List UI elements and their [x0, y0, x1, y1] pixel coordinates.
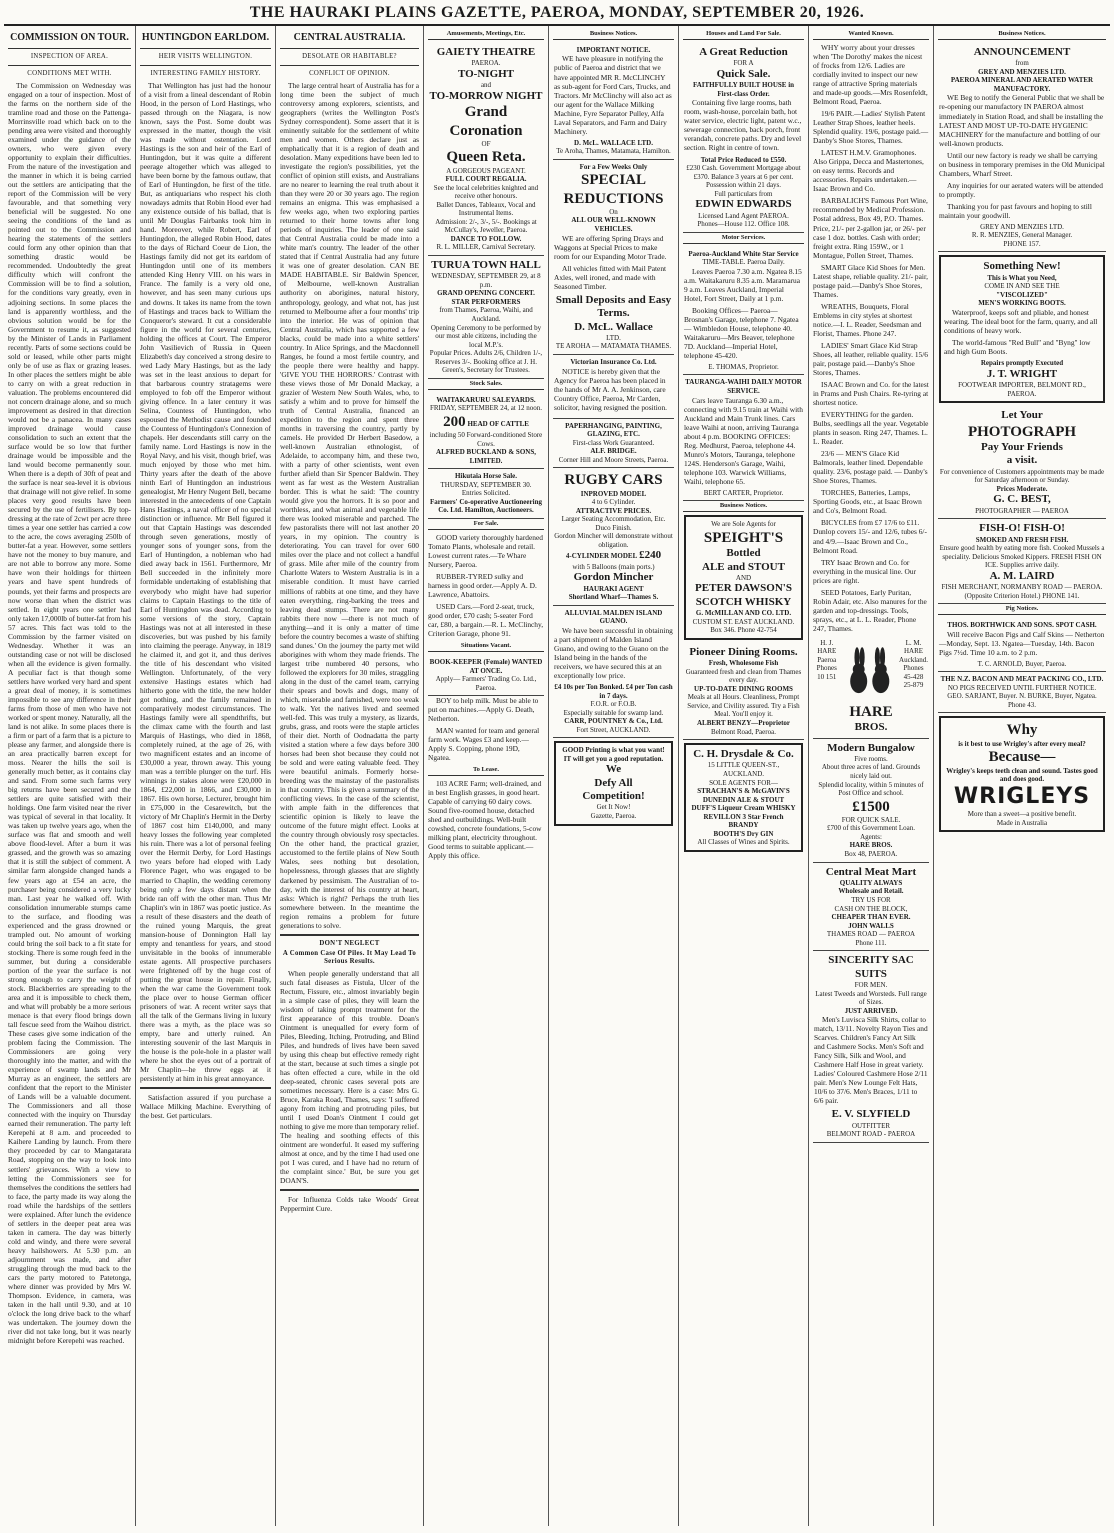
- ad-wreaths: WREATHS, Bouquets, Floral Emblems in city styles at shortest notice.—I. L. Reader, Seedsman and Florist, Thames. Phone 247.: [813, 301, 922, 338]
- dont-neglect-body: When people generally understand that all such fatal diseases as Fistula, Ulcer of the Rectum, Fissure, etc., almost invariably begin in a simple case of piles, they will learn the wisdom of taking prompt treatment for the first appearance of this trouble. Doan's Ointment is unequalled for every form of Piles, Bleeding, Itching, Protruding, and Blind Piles, and hundreds of lives have been saved by using this cheap but effective remedy right at the start, because at such times a single pot has often effected a cure, while in the old deep-seated, chronic cases several pots are sometimes necessary. Here is a case: Mrs G. Bruce, Karaka Road, Thames, says: 'I suffered agony from itching and protruding piles, but until I used Doan's Ointment I could get nothing to give me more than temporary relief. The healing and soothing effects of this ointment are wonderful. It eased my suffering almost at once, and by the time I had used one pot I was cured, and I have had no return of the complaint since.' But, be sure you get DOAN'S.: [280, 968, 419, 1186]
- ad-tomato: GOOD variety thoroughly hardened Tomato Plants, wholesale and retail. Lowest current rates.—Te Whare Nursery, Paeroa.: [428, 532, 543, 569]
- ad-victorian: Victorian Insurance Co. Ltd. NOTICE is hereby given that the Agency for Paeroa has been placed in the hands of Mr A. A. Jenkinson, care Country Office, Paeroa, Mr Carden, solicitor, having resigned the position.: [553, 355, 674, 419]
- ad-man: MAN wanted for team and general farm work. Wages £3 and keep.—Apply S. Copping, phone 19D, Ngatea.: [428, 726, 540, 763]
- ad-tauranga: TAURANGA-WAIHI DAILY MOTOR SERVICE. Cars leave Tauranga 6.30 a.m., connecting with 9.15 train at Waihi with Auckland and Main Trunk lines. Cars leave Waihi at noon, arriving Tauranga about 4 p.m. BOOKING OFFICES: Reg. Medhurst, Paeroa, telephone 44. Munro's Motors, Tauranga, telephone 124S. Henderson's Garage, Waihi, telephone 103. Warwick Williams, Waihi, telephone 65. BERT CARTER, Proprietor.: [683, 375, 804, 501]
- ad-waitakaruru: WAITAKARURU SALEYARDS. FRIDAY, SEPTEMBER 24, at 12 noon. 200 HEAD OF CATTLE including 50 Forward-conditioned Store Cows. ALFRED BUCKLAND & SONS, LIMITED.: [428, 393, 544, 469]
- ad-drysdale: C. H. Drysdale & Co. 15 LITTLE QUEEN-ST., AUCKLAND. SOLE AGENTS FOR— STRACHAN'S & McGAVIN'S DUNEDIN ALE & STOUT DUFF'S Liqueur Cream WHISKY REVILLON 3 Star French BRANDY BOOTH'S Dry GIN All Classes of Wines and Spirits.: [684, 743, 803, 852]
- subhead-family: INTERESTING FAMILY HISTORY.: [150, 70, 261, 78]
- column-business: [549, 26, 679, 1526]
- ad-turua: TURUA TOWN HALL WEDNESDAY, SEPTEMBER 29, at 8 p.m. GRAND OPENING CONCERT. STAR PERFORMERS from Thames, Paeroa, Waihi, and Auckland. Opening Ceremony to be performed by our most able citizens, including the local M.P.'s. Popular Prices. Adults 2/6, Children 1/-, Reserves 3/-. Booking office at J. H. Green's, Secretary for Trustees.: [428, 256, 544, 379]
- column-wanted: [809, 26, 934, 1526]
- ad-bungalow: Modern Bungalow Five rooms. About three acres of land. Grounds nicely laid out. Splendid locality, within 5 minutes of Post Office and school. £1500 FOR QUICK SALE. £700 of this Government Loan. Agents: HARE BROS. Box 48, PAEROA.: [813, 739, 929, 863]
- ad-ladies-shoes: LADIES' Smart Glace Kid Strap Shoes, all leather, reliable quality. 15/6 pair, postage paid.—Danby's Shoe Stores, Thames.: [813, 340, 928, 377]
- ad-hare-bros: H. J. HARE Paeroa Phones 10 151 L. M. HARE Auckland. Phones 45-428 25-879 HARE BROS.: [813, 636, 929, 739]
- section-business2: Business Notices.: [683, 501, 804, 512]
- headline-australia: CENTRAL AUSTRALIA.: [293, 32, 406, 43]
- section-situations: Situations Vacant.: [428, 641, 544, 652]
- subhead-heir: HEIR VISITS WELLINGTON.: [158, 53, 253, 61]
- ad-reduction: A Great Reduction FOR A Quick Sale. FAITHFULLY BUILT HOUSE in First-class Order. Containing five large rooms, bath room, wash-house, porcelain bath, hot water service, electric light, patent w.c., sewerage connection, back porch, front verandah, concrete paths. Dry and level section. Right in centre of town. Total Price Reduced to £550. £230 Cash. Government Mortgage about £370. Balance 3 years at 6 per cent. Possession within 21 days. Full particulars from EDWIN EDWARDS Licensed Land Agent PAEROA. Phones—House 112. Office 108.: [683, 43, 804, 233]
- ad-photograph: Let Your PHOTOGRAPH Pay Your Friends a visit. For convenience of Customers appointments may be made for Saturday afternoon or Sunday. Prices Moderate. G. C. BEST, PHOTOGRAPHER — PAEROA: [938, 406, 1106, 519]
- ad-borthwick: THOS. BORTHWICK AND SONS. SPOT CASH. Will receive Bacon Pigs and Calf Skins — Netherton—Monday, Sept. 13. Ngatea—Tuesday, 14th. Bacon Pigs 7½d. Time 10 a.m. to 2 p.m. T. C. ARNOLD, Buyer, Paeroa.: [938, 618, 1106, 672]
- ad-boy: BOY to help milk. Must be able to put on machines.—Apply G. Death, Netherton.: [428, 696, 539, 724]
- ad-wrigleys: Why is it best to use Wrigley's after every meal? Because— Wrigley's keeps teeth clean and sound. Tastes good and does good. WRIGLEYS More than a sweet—a positive benefit. Made in Australia: [939, 716, 1105, 832]
- ad-musical: TRY Isaac Brown and Co. for everything in the musical line. Our prices are right.: [813, 557, 917, 585]
- ad-paperhanging: PAPERHANGING, PAINTING, GLAZING, ETC. First-class Work Guaranteed. ALF. BRIDGE. Corner Hill and Moore Streets, Paeroa.: [553, 419, 674, 469]
- section-tolease: To Lease.: [428, 765, 544, 776]
- ad-pioneer: Pioneer Dining Rooms. Fresh, Wholesome Fish Guaranteed fresh and clean from Thames every day. UP-TO-DATE DINING ROOMS Meals at all Hours. Cleanliness, Prompt Service, and Civility assured. Try a Fish Meal. You'll enjoy it. ALBERT BENZY—Proprietor Belmont Road, Paeroa.: [683, 643, 804, 740]
- ad-prams: ISAAC Brown and Co. for the latest in Prams and Push Chairs. Re-tyring at shortest notice.: [813, 380, 929, 408]
- subhead-conflict: CONFLICT OF OPINION.: [309, 70, 390, 78]
- ad-danby-196: 19/6 PAIR.—Ladies' Stylish Patent Leather Strap Shoes, leather heels. Splendid quality. 19/6, postage paid.—Danby's Shoe Stores, Thames.: [813, 109, 929, 146]
- ad-sulky: RUBBER-TYRED sulky and harness in good order.—Apply A. D. Lawrence, Abattoirs.: [428, 571, 537, 599]
- ad-lease: 103 ACRE Farm; well-drained, and in best English grasses, in good heart. Capable of carrying 60 dairy cows. Sound five-roomed house, detached shed and outbuildings. Well-built cowshed, concrete foundations, 5-cow milking plant, electricity throughout. Good terms to suitable applicant.—Apply this office.: [428, 779, 542, 861]
- ad-fish: FISH-O! FISH-O! SMOKED AND FRESH FISH. Ensure good health by eating more fish. Cooked Mussels a speciality. Delicious Smoked Kippers. FRESH FISH ON ICE. Supplies arrive daily. A. M. LAIRD FISH MERCHANT, NORMANBY ROAD — PAEROA. (Opposite Criterion Hotel.) PHONE 141.: [938, 519, 1106, 604]
- subhead-conditions: CONDITIONS MET WITH.: [27, 70, 112, 78]
- ad-hikutaia: Hikutaia Horse Sale. THURSDAY, SEPTEMBER 30. Entries Solicited. Farmers' Co-operative Auctioneering Co. Ltd. Hamilton, Auctioneers.: [428, 469, 544, 519]
- ad-something-new: Something New! This is What you Need, COME IN AND SEE THE "VISCOLIZED" MEN'S WORKING BOOTS. Waterproof, keeps soft and pliable, and honest wearing. The ideal boot for the farm, quarry, and all conditions of heavy work. The world-famous "Red Bull" and "Byng" low and high Gum Boots. Repairs promptly Executed J. T. WRIGHT FOOTWEAR IMPORTER, BELMONT RD., PAEROA.: [939, 255, 1105, 403]
- column-houses: [679, 26, 809, 1526]
- ad-garden: EVERYTHING for the garden. Bulbs, seedlings all the year. Vegetable plants in season. Ring 247, Thames. L. L. Reader.: [813, 410, 929, 447]
- ad-balmorals: 23/6 — MEN'S Glace Kid Balmorals, leather lined. Dependable quality. 23/6, postage paid. — Danby's Shoe Stores, Thames.: [813, 449, 928, 486]
- ad-grey-menzies: ANNOUNCEMENT from GREY AND MENZIES LTD. PAEROA MINERAL AND AERATED WATER MANUFACTORY. WE Beg to notify the General Public that we shall be re-opening our manufactory IN PAEROA almost immediately in Station Road, and shall be installing the LATEST AND MOST UP-TO-DATE HYGIENIC MACHINERY for the manufacture and bottling of our well-known products. Until our new factory is ready we shall be carrying on business in temporary premises in the Old Municipal Chambers, Wharf Street. Any inquiries for our aerated waters will be attended to promptly. Thanking you for past favours and hoping to still maintain your goodwill. GREY AND MENZIES LTD. R. R. MENZIES, General Manager. PHONE 157.: [938, 43, 1106, 253]
- section-business: Business Notices.: [553, 29, 674, 40]
- column-commission: [4, 26, 136, 1526]
- ad-speights: We are Sole Agents for SPEIGHT'S Bottled ALE and STOUT AND PETER DAWSON'S SCOTCH WHISKY G. McMILLAN AND CO. LTD. CUSTOM ST. EAST AUCKLAND. Box 346. Phone 42-754: [684, 515, 803, 640]
- section-houses: Houses and Land For Sale.: [683, 29, 804, 40]
- ad-rugby-cars: RUGBY CARS INPROVED MODEL 4 to 6 Cylinder. ATTRACTIVE PRICES. Larger Seating Accommodation, Etc. Duco Finish. Gordon Mincher will demonstrate without obligation. 4-CYLINDER MODEL £240 with 5 Balloons (main ports.) Gordon Mincher HAURAKI AGENT Shortland Wharf—Thames S.: [553, 468, 674, 605]
- ad-meat-mart: Central Meat Mart QUALITY ALWAYS Wholesale and Retail. TRY US FOR CASH ON THE BLOCK, CHEAPER THAN EVER. JOHN WALLS THAMES ROAD — PAEROA Phone 111.: [813, 863, 929, 952]
- subhead-inspection: INSPECTION OF AREA.: [30, 53, 109, 61]
- section-forsale: For Sale.: [428, 519, 544, 530]
- dont-neglect-sub: A Common Case Of Piles. It May Lead To Serious Results.: [282, 949, 417, 966]
- ad-important-notice: IMPORTANT NOTICE. WE have pleasure in notifying the public of Paeroa and district that we have appointed MR R. McCLINCHY as sub-agent for Ford Cars, Trucks, and Tractors. Mr McClinchy will also act as our agent for the Wallace Milking Machine, Fyre Separator Pulley, Alfa Laval Separators, and Farm and Dairy Machinery. D. McL. WALLACE LTD. Te Aroha, Thames, Matamata, Hamilton.: [553, 43, 674, 160]
- article-huntingdon-body: That Wellington has just had the honour of a visit from a lineal descendant of Robin Hood, in the person of Lord Hastings, who passed through on the Niagara, is now known, says the Post. Some doubt was expressed in the matter, though the visit was made without ostentation. Lord Hastings is the son and heir of the Earl of Huntingdon, but it was quite a different peerage altogether which was alleged to have been borne by the famous outlaw, that of Earl of Huntingdon, he first of the title. But, as antiquarians who respect his cloth nowadays admits that Robin Hood ever had any existence outside of his ballad, that is until Mr Douglas Fairbanks took him in hand. Moreover, while Robert, Earl of Huntingdon, the alleged Robin Hood, dates to the days of Richard Coeur de Lion, the Hastings family did not get its earldom of Huntingdon until one of its members attended King Henry VIII. on his wars in France. The family is a very old one, however, and has seen many curious ups and downs. It takes its name from the town of Hastings and traces back to William the Conqueror's steward. It cut a considerable figure in the world for several centuries, holding the offices at Court. The Emperor John Vasilievich of Russia in Queen Elizabeth's day conceived a strong desire to wed Lady Mary Hastings, but as the lady was set in the least anxious to depart for that barbarous country stratagems were employed to fob off the Emperor without giving offence. In a later century it was Selina, Countess of Huntingdon, who espoused the Methodist cause and founded the Countess of Huntingdon's Connexion of chapels. Her descendants still carry on the family name. Lord Hastings is now in the Royal Navy, and his visit, though brief, was much enjoyed by those who met him. Thirty years after the death of the above ninth Earl of Huntingdon an industrious genealogist, Mr Henry Nugent Bell, became interested in the antecedents of one Captain Hans Hastings, a naval officer of no special distinction or influence. Mr Bell figured it out that Captain Hastings was descended through seven generations, mostly of younger sons of younger sons, from the Earl of Huntingdon, a nobleman who had died away back in 1561. Furthermore, Mr Bell succeeded in the infinitely more formidable undertaking of establishing that everybody who might have had superior claims to Captain Hastings to the title of Earl of Huntingdon was dead. According to some versions of the story, Captain Hastings was not at all interested in these discoveries, but was pushed by his family into claiming the peerage. Anyway, in 1819 he claimed it, and got it, and thus derives the title of his descendant who visited Wellington. Unfortunately, of the very extensive Hastings estates which had hitherto gone with the title, the new holder got nothing, and the family remained in comparatively modest circumstances. The Hastings family were all spendthrifts, but the climax came with the fourth and last Marquis of Hastings, who died in 1868, completely ruined, at the age of 26, with two magnificent estates and an income of £30,000 a year, thrown away. This young man was a terrible plunger on the turf. His winnings in stakes alone were £20,000 in 1864, £22,000 in 1866, and £30,000 in 1867. His own horse, Lecturer, brought him in £75,000 in the Cesarewitch, but the victory of Mr Chaplin's Hermit in the Derby of 1867 cost him £140,000, and many heavy losses the following year completed his ruin. There was a lot of personal feeling over the Hermit Derby, for Lord Hastings two years before had eloped with Lady Florence Paget, who was engaged to be married to Chaplin, the wedding ceremony being only a few days distant when the bride ran off with the other man. Thus Mr Chaplin's win in 1867 was poetic justice. As a result of these disasters and the death of the ruined young Marquis, the great mansion-house of Donnington Hall lay empty and tenantless for years, and stood unvisitable in the books of innumerable estate agents. All prospective purchasers were frightened off by the huge cost of putting the great house in repair. Finally, when the war came the Government took the place over to house German officer prisoners of war. A recent writer says that all the talk of the Germans living in luxury there was a myth, as the place was so empty, bare and utterly ruined. An interesting souvenir of the last Marquis in the house is the pole-hole in a plaster wall where he shot the eyes out of a portrait of Mr Chaplin—he threw eggs at it persistently at him in his great annoyance.: [140, 80, 271, 1084]
- column-australia: [276, 26, 424, 1526]
- section-amusements: Amusements, Meetings, Etc.: [428, 29, 544, 40]
- section-pig: Pig Notices.: [938, 604, 1106, 615]
- ad-bookkeeper: BOOK-KEEPER (Female) WANTED AT ONCE. Apply— Farmers' Trading Co. Ltd., Paeroa.: [428, 655, 544, 696]
- hare-rabbits-icon: [840, 641, 900, 701]
- ad-white-star: Paeroa-Auckland White Star Service TIME-TABLE. Paeroa Daily. Leaves Paeroa 7.30 a.m. Ngatea 8.15 a.m. Waitakaruru 8.35 a.m. Maramarua 9 a.m. Leaves Auckland, Imperial Hotel, Fort Street, Daily at 1 p.m. Booking Offices— Paeroa—Brosnan's Garage, telephone 7. Ngatea — Wimbledon House, telephone 40. Waitakaruru—Mrs Beaver, telephone 7D. Auckland—Imperial Hotel, telephone 45-420. E. THOMAS, Proprietor.: [683, 247, 804, 376]
- ad-gazette-printing: GOOD Printing is what you want! IT will get you a good reputation. We Defy All Competition! Get It Now! Gazette, Paeroa.: [554, 741, 673, 825]
- peppermint-ad: For Influenza Colds take Woods' Great Peppermint Cure.: [280, 1195, 419, 1214]
- section-wanted: Wanted Known.: [813, 29, 929, 40]
- ad-guano: ALLUVIAL MALDEN ISLAND GUANO. We have been successful in obtaining a part shipment of Malden Island Guano, and owing to the Guano on the Island being in the hands of the receivers, we have secured this at an exceptionally low price. £4 10s per Ton Bonked. £4 per Ton cash in 7 days. F.O.R. or F.O.B. Especially suitable for swamp land. CARR, POUNTNEY & Co., Ltd. Fort Street, AUCKLAND.: [553, 606, 674, 738]
- ad-gaiety: GAIETY THEATRE PAEROA. TO-NIGHT and TO-MORROW NIGHT Grand Coronation OF Queen Reta. A GORGEOUS PAGEANT. FULL COURT REGALIA. See the local celebrities knighted and receive other honours. Ballet Dances, Tableaux, Vocal and Instrumental Items. Admission: 2/-, 3/-, 5/-. Bookings at McCullay's, Jeweller, Paeroa. DANCE TO FOLLOW. R. L. MILLER, Carnival Secretary.: [428, 43, 544, 256]
- section-motor: Motor Services.: [683, 233, 804, 244]
- column-business-right: [934, 26, 1110, 1526]
- section-business-right: Business Notices.: [938, 29, 1106, 40]
- masthead: THE HAURAKI PLAINS GAZETTE, PAEROA, MONDAY, SEPTEMBER 20, 1926.: [4, 2, 1110, 26]
- ad-nz-bacon: THE N.Z. BACON AND MEAT PACKING CO., LTD. NO PIGS RECEIVED UNTIL FURTHER NOTICE. GEO. SARJANT, Buyer. N. BURKE, Buyer, Ngatea. Phone 43.: [938, 672, 1106, 713]
- newspaper-page: [4, 2, 1110, 1529]
- headline-huntingdon: HUNTINGDON EARLDOM.: [141, 32, 270, 43]
- column-huntingdon: [136, 26, 276, 1526]
- ad-usedcars: USED Cars.—Ford 2-seat, truck, good order, £70 cash; 5-seater Ford car, £80, a bargain.—R. L. McClinchy, Criterion Garage, phone 91.: [428, 601, 544, 639]
- wallace-footer-ad: Satisfaction assured if you purchase a Wallace Milking Machine. Everything of the best. Get particulars.: [140, 1093, 271, 1121]
- ad-barbalich: BARBALICH'S Famous Port Wine, recommended by Medical Profession. Postal address, Box 49, P.O. Thames. Price, 21/- per 2-gallon jar, or 26/- per case 1 doz. bottles. Cash with order; freight extra. Ring 159W., or 1 Montague, Pollen Street, Thames.: [813, 196, 928, 260]
- column-amusements: [424, 26, 549, 1526]
- ad-torches: TORCHES, Batteries, Lamps, Sporting Goods, etc., at Isaac Brown and Co's, Belmont Road.: [813, 488, 922, 516]
- ad-smart-shoes: SMART Glace Kid Shoes for Men. Latest shape, reliable quality. 21/- pair, postage paid.—Danby's Shoe Stores, Thames.: [813, 262, 928, 299]
- headline-commission: COMMISSION ON TOUR.: [10, 32, 129, 43]
- ad-special-reductions: For a Few Weeks Only SPECIAL REDUCTIONS On ALL OUR WELL-KNOWN VEHICLES. WE are offering Spring Drays and Waggons at Special Prices to make room for our Expanding Motor Trade. All vehicles fitted with Mail Patent Axles, well ironed, and made with Seasoned Timber. Small Deposits and Easy Terms. D. McL. Wallace LTD. TE AROHA — MATAMATA THAMES.: [553, 160, 674, 355]
- ad-gramophones: LATEST H.M.V. Gramophones. Also Grippa, Decca and Mastertones, on easy terms. Records and accessories. Repairs undertaken.—Isaac Brown and Co.: [813, 148, 924, 194]
- wrigleys-logo: WRIGLEYS: [953, 783, 1091, 809]
- subhead-desolate: DESOLATE OR HABITABLE?: [302, 53, 397, 61]
- article-commission-body: The Commission on Wednesday was engaged on a tour of inspection. Most of the farms on the northern side of the tramline road and those on the Pattenga-Morrinsville road which back on to the pending area were visited and thoroughly examined under the guidance of the owners, who were given every opportunity to explain their difficulties. From the nature of the investigation and the manner in which it is being carried out the settlers are anticipating that the report of the Commission will be very favourable, and that something very beneficial will be suggested. No one seeing the conditions of the land as pointed out to the Commission and hearing the statements of the settlers could form any other opinion than that something drastic would be recommended. Undoubtedly the great difficulty which will confront the Commission will be to find a solution, for the conditions vary greatly, even in adjoining sections. In some places the land is apparently worthless, and the obvious solution would be for the Government to resume it, as suggested by the Minister of Lands in Parliament recently. Parts of some sections could be sold or leased, while other parts might only be of use as flax or grazing leases. In other places the settlers might be able to carry on with a great reduction in valuation. The problems encountered did not concern drainage alone, and so much improvement as desired in that direction would not be a panacea. In many cases improved drainage would cause consolidation to such an extent that the surface would be so low that further drainage would be impossible and the land would become permanently sour. When there is a depth of 30ft of peat and the surface is near sea-level it is obvious that drainage will not give relief. In some places very good results have been secured by the use of fertilisers. By top-dressing at the rate of 2cwt per acre three times a year one settler has carried a cow to the acre, the cows averaging 250lb of butter-fat a year. However, some settlers have not the money to buy manure, and are not able to borrow any more. Some have won their holdings for thirteen years and have spent hundreds of pounds, yet their farms and prospects are now worse than when the district was settled. In eight years one settler had only taken 17,000lb of butter-fat from his 57 acres. This fact was told to the Commission by the farmer visited on Wednesday. Whether it was an outstanding case or not will be disclosed when all the evidence is given formally. A peculiar fact is that though some settlers have worked very hard and spent a great deal of money, it is sometimes impossible to see any difference in their farms from those of men who have not worked or spent money. Naturally, all the land is not alike. In some places there is a firm or part of a farm that is a picture to please any farmer, and alongside there is an area practically barren except for moss. Nearer the hills the soil is generally much better, as it contains clay and sand. From some such farms very big returns have been secured and the settlers are quite satisfied with their holdings. One farm visited near the river was typical of several in that locality. It was taken up twelve years ago, when the surface was flat and smooth and well above flood-level. After a burn it was grassed, and the growth was so amazing that it is still the subject of comment. A similar farm alongside changed hands a few years ago at £54 an acre, the purchaser being considered a very lucky man. Last year he walked off. With consolidation innumerable stumps came to the surface, and flooding was experienced and the grass drowned or trampled out. No amount of working could bring the soil back to a fit state for stocking. There is some rough feed in the summer, but during a considerable portion of the year the surface is not strong enough to carry the weight of stock. Blackberries are spreading to the area and it is impossible to check them, and what will probably be a more serious menace is that every flood brings down tall fescue seed from the Waihou district. These cases give some indication of the problem facing the Commission. The Commissioners are going very thoroughly into the matter, and with the experience of swamp lands and Mr Murray as an engineer, the settlers are confident that the report to the Minister of Lands will be a valuable document. The Commissioners and all those connected with the inquiry on Thursday earned their remuneration. The party left Kerepehi at 8 a.m. and proceeded to Kaihere Landing by launch. From there they proceeded by car to Mangatarata Road, stopping on the way to look into settlers' grievances. With a view to letting the Commissioners see for themselves the conditions the settlers had to face, the party made its way along the road while the hardships of the settlers were explained. After lunch the evidence of settlers in the deeper peat area was taken in camera. The day was bitterly cold and windy, and there were several heavy hailshowers. At 5.30 p.m. an adjournment was made, and after struggling through the mud back to the cars the party motored to Patetonga, where dinner was provided by Mrs W. Thompson. Evidence, in camera, was taken in the hall until 9.30, and at 10 o'clock the long drive back to the wharf was undertaken. The journey down the river did not take long, but it was nearly midnight before Kerepehi was reached.: [8, 80, 131, 1346]
- ad-bicycles: BICYCLES from £7 17/6 to £11. Dunlop covers 15/- and 12/6, tubes 6/- and 4/9.—Isaac Brown and Co., Belmont Road.: [813, 518, 927, 555]
- section-stock: Stock Sales.: [428, 379, 544, 390]
- dont-neglect-heading: DON'T NEGLECT: [319, 939, 380, 947]
- article-australia-body: The large central heart of Australia has for a long time been the subject of much controversy among explorers, scientists, and geographers (writes the Wellington Post's Sydney correspondent). Some assert that it is eminently suitable for the settlement of white men and women. Others declare just as emphatically that it is a region of death and desolation. Many expeditions have been led to investigate the region's possibilities, yet the conflict of opinion still exists, and Australians are no nearer to learning the real truth about it than they were 20 or 30 years ago. The region remains an enigma. This was emphasised a few weeks ago, when two exploring parties returned to their home towns after long periods of inquiries. The leader of one said that Central Australia could be made into a white man's country. The leader of the other stated that if Central Australia had any future it was one of greater desolation. CAN BE MADE HABITABLE. Sir Baldwin Spencer, of Melbourne, well-known Australian authority on aborigines, natural history, anthropology, geology, and what not, has just returned to Melbourne after a four months' trip into the interior. He was of opinion that Central Australia, which has supported a few blacks, could be made into a white settlers' country. In Alice Springs, and the Macdonnell Ranges, he found a most fertile country, and the people there were healthy and happy. 'GIVE YOU THE HORRORS.' Contrast with these views those of Mr Donald Mackay, a grazier of Western New South Wales, who, to satisfy a whim and to prove for himself the truth of Central Australia, financed an expedition to the region and spent three months in traversing the country, partly by camels. He provided Dr Herbert Basedow, a well-known Australian ethnologist, of Adelaide, to accompany him, and these two, with a party of other scientists, went even further afield than Sir Spencer Baldwin. They went as far west as the Western Australian border. This is what he said: 'The country would give you the horrors. It is so poor and worthless, and what animal and vegetable life there was looked miserable and parched. The few pastoralists there will not last another 20 years, in my opinion. The country is deteriorating. You can travel for over 600 miles over the place and not collect a handful of grass. Mile after mile of the country from Charlotte Waters to Western Australia is in a miserable condition. It must have carried millions of rabbits at one time, and they have eaten everything, ring-barking the trees and leaving dead stumps. There are not many rabbits there now —there is not much of anything—and it is only a matter of time before the country becomes a waste of shifting sand dunes.' On the journey the party met wild aborigines with whom they made friends. The largest tribe numbered 40 persons, who followed the explorers for 30 miles, straggling along in the dust of the camel team, carrying their spears and bowls and dogs, many of which, miserable and famished, were too weak to walk. Yet the natives lived and seemed well-fed. This was truly a mystery, as lizards, grubs, grass, and roots were the staple articles of their diet. North of Oodnadatta the party visited a station where a few days before 300 horses had been shot because they could not be sold and were eating valuable feed. They were beautiful animals. Formerly horse-breeding was the mainstay of the pastoralists in that country. This is given a summary of the conflicting views. In the case of the scientist, with ample faith in the differences that scientific opinion is likely to leave the outcome of the future might effect. Looks at the country through obviously rosy spectacles. On the other hand, the practical grazier, accustomed to the fertile plains of New South Wales, sees nothing but desolation, hopelessness, through glasses that are slightly darkened by pessimism. The Australian of to-day, with the interest of his country at heart, asks: Which is right? Perhaps the truth lies somewhere between. In the meantime the region remains a problem for future generations to solve.: [280, 80, 419, 930]
- ad-sincerity: SINCERITY SAC SUITS FOR MEN. Latest Tweeds and Worsteds. Full range of Sizes. JUST ARRIVED. Men's Luvisca Silk Shirts, collar to match, 13/11. Novelty Rayon Ties and Scarves. Children's Fancy Art Silk and Cashmere Socks. Men's Soft and Fancy Silk, Silk and Wool, and Cashmere Half Hose in great variety. Ladies' Coloured Cashmere Hose 2/11 pair. Men's New Lounge Felt Hats, 10/6 to 37/6. Men's Braces, 1/11 to 6/6 pair. E. V. SLYFIELD OUTFITTER BELMONT ROAD - PAEROA: [813, 951, 929, 1143]
- ad-dorothy: WHY worry about your dresses when 'The Dorothy' makes the nicest of frocks from 12/6. Ladies are cordially invited to inspect our new range of attractive Spring materials and made-up goods.—Mrs Rosenfeldt, Belmont Road, Paeroa.: [813, 42, 928, 107]
- ad-seed: SEED Potatoes, Early Puritan, Robin Adair, etc. Also manures for the garden and top-dressings. Tools, sprays, etc., at L. L. Reader, Phone 247, Thames.: [813, 587, 927, 633]
